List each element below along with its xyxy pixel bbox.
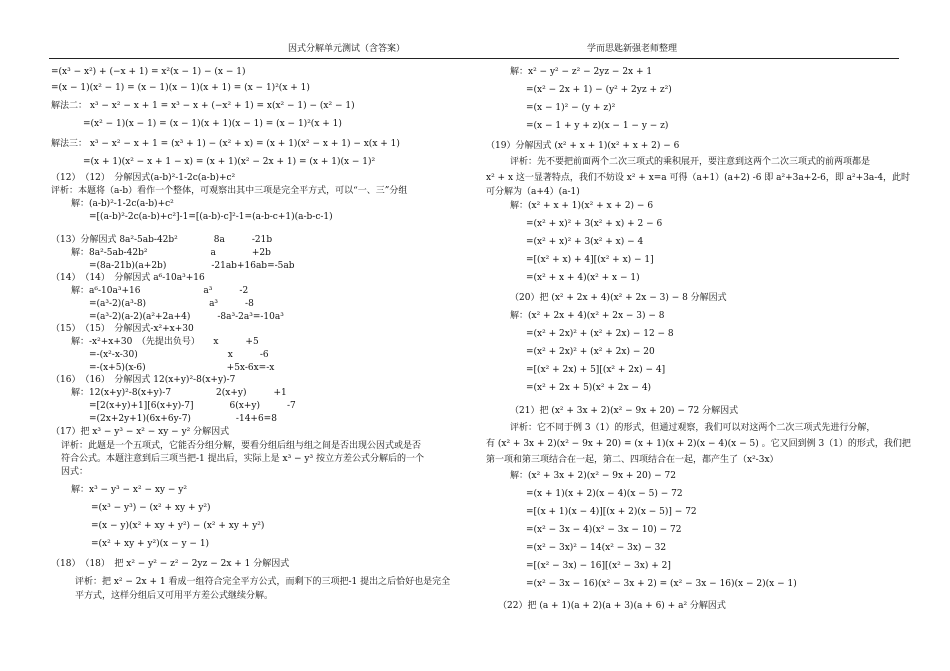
right-column-line: =(x² − 3x)² − 14(x² − 3x) − 32: [526, 543, 667, 553]
left-column-line: 评析：把 x² − 2x + 1 看成一组符合完全平方公式，而剩下的三项把-1 提出之后恰好也是完全: [75, 577, 451, 587]
header-left-title: 因式分解单元测试（含答案）: [288, 44, 406, 54]
right-column-line: 解：(x² + 2x + 4)(x² + 2x − 3) − 8: [510, 311, 665, 321]
left-column-line: 解：x³ − y³ − x² − xy − y²: [71, 485, 187, 495]
left-column-line: =-(x+5)(x-6) +5x-6x=-x: [89, 363, 275, 373]
right-column-line: =(x² + x)² + 3(x² + x) − 4: [526, 237, 644, 247]
right-column-line: =(x² − 3x − 4)(x² − 3x − 10) − 72: [526, 525, 682, 535]
right-column-line: =(x + 1)(x + 2)(x − 4)(x − 5) − 72: [526, 489, 683, 499]
right-column-line: 解：(x² + x + 1)(x² + x + 2) − 6: [510, 201, 654, 211]
left-column-line: 解：a⁶-10a³+16 a³ -2: [71, 286, 249, 296]
right-column-line: =[(x² + 2x) + 5][(x² + 2x) − 4]: [526, 365, 666, 375]
left-column-line: （14） （14） 分解因式 a⁶-10a³+16: [51, 273, 205, 283]
right-column-line: =[(x² − 3x) − 16][(x² − 3x) + 2]: [526, 561, 671, 571]
right-column-line: （19）分解因式 (x² + x + 1)(x² + x + 2) − 6: [486, 141, 680, 151]
right-column-line: =[(x² + x) + 4][(x² + x) − 1]: [526, 255, 654, 265]
left-column-line: （18） （18） 把 x² − y² − z² − 2yz − 2x + 1 分解因式: [51, 559, 290, 569]
left-column-line: =(8a-21b)(a+2b) -21ab+16ab=-5ab: [89, 261, 295, 271]
right-column-line: =(x² + 2x + 5)(x² + 2x − 4): [526, 383, 652, 393]
left-column-line: （17）把 x³ − y³ − x² − xy − y² 分解因式: [51, 427, 230, 437]
left-column-line: =(x³ − x²) + (−x + 1) = x²(x − 1) − (x − 1): [51, 67, 246, 77]
left-column-line: 符合公式。本题注意到后三项当把-1 提出后，实际上是 x³ − y³ 按立方差公式分解后的一个: [61, 454, 424, 464]
left-column-line: =(a³-2)(a³-8) a³ -8: [89, 299, 254, 309]
left-column-line: =[(a-b)²-2c(a-b)+c²]-1=[(a-b)-c]²-1=(a-b-c+1)(a-b-c-1): [89, 212, 333, 222]
left-column-line: 解：-x²+x+30 （先提出负号） x +5: [71, 337, 259, 347]
right-column-line: 有 (x² + 3x + 2)(x² − 9x + 20) = (x + 1)(x + 2)(x − 4)(x − 5) 。它又回到例 3（1）的形式，我们把: [486, 439, 911, 449]
left-column-line: =(x + 1)(x² − x + 1 − x) = (x + 1)(x² − 2x + 1) = (x + 1)(x − 1)²: [83, 157, 376, 167]
right-column-line: =(x − 1)² − (y + z)²: [526, 103, 616, 113]
right-column-line: x² + x 这一显著特点，我们不妨设 x² + x=a 可得（a+1）(a+2) -6 即 a²+3a+2-6，即 a²+3a-4，此时: [486, 173, 911, 183]
right-column-line: =(x² − 2x + 1) − (y² + 2yz + z²): [526, 85, 672, 95]
right-column-line: 评析：先不要把前面两个二次三项式的乘积展开，要注意到这两个二次三项式的前两项都是: [510, 157, 871, 167]
left-column-line: 解：(a-b)²-1-2c(a-b)+c²: [71, 199, 174, 209]
right-column-line: 第一项和第三项结合在一起，第二、四项结合在一起，都产生了（x²-3x）: [486, 455, 779, 465]
left-column-line: 解：8a²-5ab-42b² a +2b: [71, 248, 271, 258]
left-column-line: 评析：本题将（a-b）看作一个整体，可观察出其中三项是完全平方式，可以“一、三”分组: [51, 186, 408, 196]
right-column-line: =(x² − 3x − 16)(x² − 3x + 2) = (x² − 3x − 16)(x − 2)(x − 1): [526, 579, 797, 589]
header-right-title: 学而思匙新强老师整理: [587, 44, 678, 54]
right-column-line: （21）把 (x² + 3x + 2)(x² − 9x + 20) − 72 分解因式: [510, 406, 739, 416]
left-column-line: =(x² + xy + y²)(x − y − 1): [91, 539, 210, 549]
right-column-line: =(x² + 2x)² + (x² + 2x) − 20: [526, 347, 655, 357]
left-column-line: =(2x+2y+1)(6x+6y-7) -14+6=8: [89, 414, 277, 424]
left-column-line: （15） （15） 分解因式-x²+x+30: [51, 324, 194, 334]
left-column-line: =(x² − 1)(x − 1) = (x − 1)(x + 1)(x − 1) = (x − 1)²(x + 1): [83, 119, 342, 129]
right-column-line: =(x² + 2x)² + (x² + 2x) − 12 − 8: [526, 329, 674, 339]
right-column-line: =[(x + 1)(x − 4)][(x + 2)(x − 5)] − 72: [526, 507, 697, 517]
right-column-line: 解：(x² + 3x + 2)(x² − 9x + 20) − 72: [510, 471, 676, 481]
left-column-line: 平方式，这样分组后又可用平方差公式继续分解。: [75, 591, 274, 601]
left-column-line: =(x − 1)(x² − 1) = (x − 1)(x − 1)(x + 1) = (x − 1)²(x + 1): [51, 83, 310, 93]
right-column-line: =(x² + x)² + 3(x² + x) + 2 − 6: [526, 219, 663, 229]
right-column-line: =(x² + x + 4)(x² + x − 1): [526, 273, 640, 283]
right-column-line: 评析：它不同于例 3（1）的形式，但通过观察，我们可以对这两个二次三项式先进行分解，: [510, 423, 876, 433]
right-column-line: （22）把 (a + 1)(a + 2)(a + 3)(a + 6) + a² 分解因式: [498, 601, 726, 611]
left-column-line: 解：12(x+y)²-8(x+y)-7 2(x+y) +1: [71, 388, 287, 398]
left-column-line: =[2(x+y)+1][6(x+y)-7] 6(x+y) -7: [89, 401, 296, 411]
right-column-line: 解：x² − y² − z² − 2yz − 2x + 1: [510, 67, 653, 77]
left-column-line: =(x³ − y³) − (x² + xy + y²): [91, 503, 211, 513]
left-column-line: 因式：: [61, 467, 89, 477]
left-column-line: =(x − y)(x² + xy + y²) − (x² + xy + y²): [91, 521, 265, 531]
left-column-line: =(a³-2)(a-2)(a²+2a+4) -8a³-2a³=-10a³: [89, 312, 284, 322]
header-rule: [49, 58, 899, 59]
right-column-line: =(x − 1 + y + z)(x − 1 − y − z): [526, 121, 669, 131]
left-column-line: （12） （12） 分解因式(a-b)²-1-2c(a-b)+c²: [51, 173, 236, 183]
right-column-line: （20）把 (x² + 2x + 4)(x² + 2x − 3) − 8 分解因式: [510, 293, 727, 303]
left-column-line: 解法三： x³ − x² − x + 1 = (x³ + 1) − (x² + x) = (x + 1)(x² − x + 1) − x(x + 1): [51, 139, 400, 149]
right-column-line: 可分解为（a+4）(a-1): [486, 187, 580, 197]
left-column-line: （16） （16） 分解因式 12(x+y)²-8(x+y)-7: [51, 375, 236, 385]
left-column-line: （13）分解因式 8a²-5ab-42b² 8a -21b: [51, 235, 273, 245]
left-column-line: 评析：此题是一个五项式，它能否分组分解，要看分组后组与组之间是否出现公因式或是否: [61, 441, 422, 451]
left-column-line: 解法二： x³ − x² − x + 1 = x³ − x + (−x² + 1) = x(x² − 1) − (x² − 1): [51, 101, 355, 111]
left-column-line: =-(x²-x-30) x -6: [89, 350, 269, 360]
